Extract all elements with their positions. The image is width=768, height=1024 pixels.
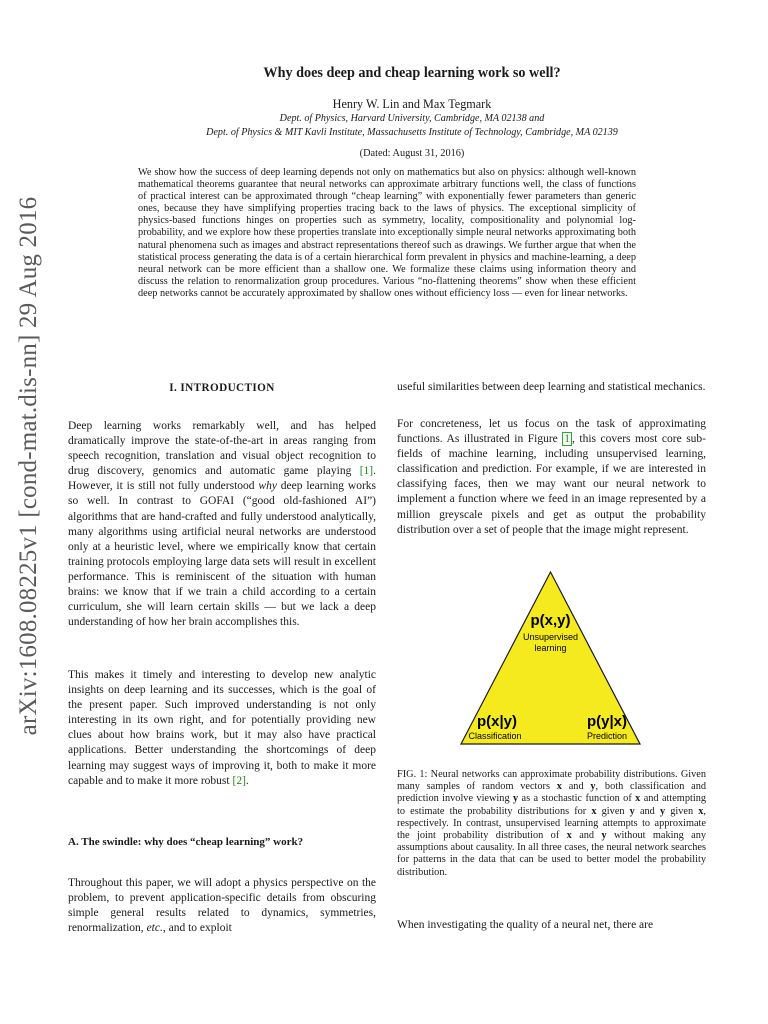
caption-vector-y: y — [629, 805, 635, 817]
section-heading-introduction: I. INTRODUCTION — [169, 382, 275, 394]
figure-1-triangle — [459, 570, 642, 746]
caption-vector-x: x — [591, 805, 597, 817]
caption-vector-y: y — [590, 781, 596, 793]
intro-p1-text-c: deep learning works so well. In contrast to GOFAI (“good old-fashioned AI”) algorithms that are hand-crafted and fully understood analytically, many algorithms using artificial neural networks are understood only at a heuristic level, where we empirically know that certain training protocols employing large data sets will result in excellent performance. This is reminiscent of the situation with human brains: we know that if we train a child according to a certain curriculum, she will learn certain skills — but we lack a deep understanding of how her brain accomplishes this. — [68, 480, 377, 629]
caption-vector-x: x — [698, 805, 704, 817]
caption-vector-y: y — [601, 830, 607, 842]
caption-vector-x: x — [635, 793, 641, 805]
caption-text: given — [596, 805, 630, 817]
paper-authors: Henry W. Lin and Max Tegmark — [332, 97, 492, 111]
prediction-formula: p(y|x) — [586, 713, 628, 730]
affiliation-harvard: Dept. of Physics, Harvard University, Cambridge, MA 02138 and — [279, 113, 545, 124]
arxiv-identifier-stamp — [9, 196, 49, 736]
swindle-paragraph-1 — [68, 876, 376, 936]
affiliation-mit: Dept. of Physics & MIT Kavli Institute, Massachusetts Institute of Technology, Cambridge, MA 02139 — [206, 127, 618, 138]
citation-1[interactable]: [ 1 ] — [360, 465, 373, 477]
caption-text: as a stochastic function of — [518, 793, 636, 805]
caption-text: without making any assumptions about causality. In all three cases, the neural network searches for patterns in the data that can be used to better model the probability distribution. — [397, 830, 707, 878]
arxiv-id: arXiv:1608.08225v1 [cond-mat.dis-nn] 29 Aug 2016 — [15, 196, 42, 736]
caption-text: , respectively. In contrast, unsupervised learning attempts to approximate the joint probability distribution of — [397, 805, 706, 842]
unsupervised-label-line2: learning — [534, 643, 567, 653]
intro-p2-text-b: . — [245, 774, 249, 787]
caption-text: given — [665, 805, 699, 817]
intro-p1-text-a: Deep learning works remarkably well, and has helped dramatically improve the state-of-the-art in areas ranging from speech recognition, translation and visual object recognition to drug discovery, genomics and automatic game playing — [68, 420, 376, 478]
abstract: We show how the success of deep learning depends not only on mathematics but also on physics: although well-known mathematical theorems guarantee that neural networks can approximate arbitrary functions well, the class of functions of practical interest can be approximated through “cheap learning” with exponentially fewer parameters than generic ones, because they have simplifying properties tracing back to the laws of physics. The exceptional simplicity of physics-based functions hinges on properties such as symmetry, locality, compositionality and polynomial log-probability, and we explore how these properties translate into exceptionally simple neural networks approximating both natural phenomena such as images and abstract representations thereof such as drawings. We further argue that when the statistical process generating the data is of a certain hierarchical form prevalent in physics and machine-learning, a deep neural network can be more efficient than a shallow one. We formalize these claims using information theory and discuss the relation to renormalization group procedures. Various “no-flattening theorems” show when these efficient deep networks cannot be accurately approximated by shallow ones without efficiency loss — even for linear networks. — [138, 167, 636, 299]
caption-vector-y: y — [659, 805, 666, 817]
figure-1-link[interactable]: 1 — [564, 433, 571, 446]
triangle-diagram — [459, 570, 642, 746]
caption-vector-x: x — [566, 830, 572, 842]
intro-p1-text-b: . However, it is still not fully understood — [68, 465, 376, 493]
intro-p1-why: why — [258, 480, 277, 493]
intro-p2-text-a: This makes it timely and interesting to develop new analytic insights on deep learning and its successes, which is the goal of the present paper. Such improved understanding is not only interesting in its own right, and for potentially providing new clues about how brains work, but it may also have practical applications. Better understanding the shortcomings of deep learning may suggest ways of improving it, both to make it more capable and to make it more robust — [68, 669, 376, 787]
caption-vector-y: y — [512, 793, 519, 805]
paper-date: (Dated: August 31, 2016) — [359, 148, 465, 159]
right-paragraph-1 — [397, 417, 706, 538]
subsection-heading-swindle: A. The swindle: why does “cheap learning” work? — [68, 836, 304, 848]
classification-label: Classification — [468, 731, 522, 741]
caption-vector-x: x — [556, 781, 562, 793]
classification-formula: p(x|y) — [476, 713, 518, 730]
right-last-text: When investigating the quality of a neural net, there are — [397, 919, 654, 931]
swindle-p1-text-a: Throughout this paper, we will adopt a physics perspective on the problem, to prevent application-specific details from obscuring simple general results related to dynamics, symmetries, renormalization, — [68, 877, 376, 935]
intro-paragraph-1 — [68, 419, 376, 630]
caption-prefix: FIG. 1: — [397, 769, 428, 780]
intro-paragraph-2 — [68, 668, 376, 789]
right-p1-text-b: , this covers most core sub-fields of machine learning, including unsupervised learning, classification and prediction. For example, if we are interested in classifying faces, then we may want our neural network to implement a function where we feed in an image represented by a million greyscale pixels and get as output the probability distribution over a set of people that the image might represent. — [397, 433, 706, 536]
swindle-p1-etc: etc. — [146, 922, 163, 935]
unsupervised-label-line1: Unsupervised — [522, 632, 579, 642]
joint-distribution-formula: p(x,y) — [530, 612, 571, 629]
figure-1-caption — [397, 769, 706, 879]
swindle-p1-text-b: , and to exploit — [162, 922, 232, 935]
caption-text: and — [561, 781, 591, 793]
right-paragraph-0 — [397, 380, 706, 395]
right-paragraph-last — [397, 918, 706, 933]
caption-text: , both classification and prediction involve viewing — [397, 781, 706, 805]
citation-2[interactable]: [ 2 ] — [232, 775, 245, 787]
caption-text: Neural networks can approximate probability distributions. Given many samples of random vectors — [397, 769, 707, 793]
caption-text: and — [634, 805, 660, 817]
caption-text: and attempting to estimate the probability distributions for — [397, 793, 706, 817]
caption-text: and — [571, 830, 602, 842]
prediction-label: Prediction — [586, 731, 628, 741]
right-p0-text: useful similarities between deep learning and statistical mechanics. — [397, 381, 706, 393]
right-p1-text-a: For concreteness, let us focus on the task of approximating functions. As illustrated in Figure — [397, 418, 706, 446]
paper-title: Why does deep and cheap learning work so well? — [263, 65, 561, 81]
